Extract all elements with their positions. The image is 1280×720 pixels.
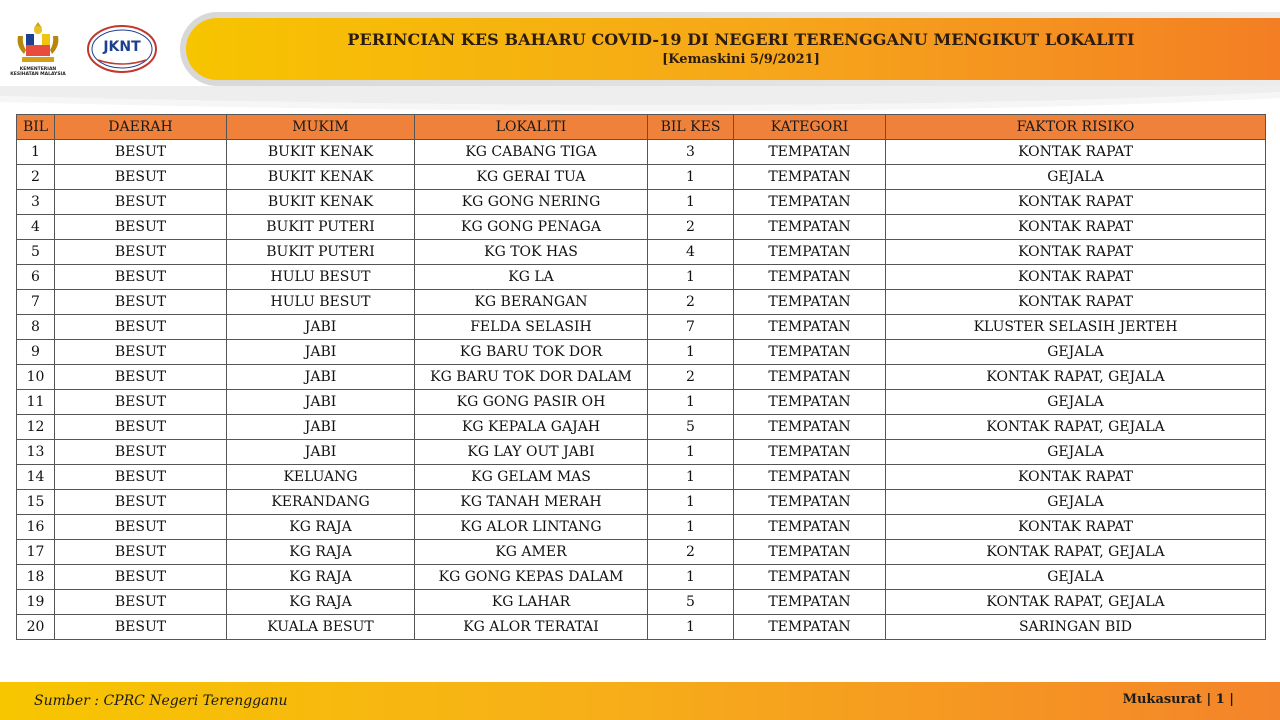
- cell-lokaliti: KG ALOR TERATAI: [415, 615, 648, 640]
- table-row: [17, 440, 1266, 465]
- table-row: [17, 615, 1266, 640]
- cell-faktor-risiko: KONTAK RAPAT: [886, 240, 1266, 265]
- cell-mukim: HULU BESUT: [227, 265, 415, 290]
- cell-faktor-risiko: KONTAK RAPAT: [886, 140, 1266, 165]
- cell-bil-kes: 1: [648, 265, 734, 290]
- column-header: LOKALITI: [415, 115, 648, 140]
- cell-mukim: JABI: [227, 340, 415, 365]
- cell-lokaliti: KG LAHAR: [415, 590, 648, 615]
- cell-mukim: KERANDANG: [227, 490, 415, 515]
- cell-bil: 2: [17, 165, 55, 190]
- cell-bil-kes: 3: [648, 140, 734, 165]
- cell-lokaliti: KG GONG NERING: [415, 190, 648, 215]
- table-row: [17, 140, 1266, 165]
- cell-bil: 17: [17, 540, 55, 565]
- cell-faktor-risiko: KONTAK RAPAT, GEJALA: [886, 590, 1266, 615]
- update-date: [Kemaskini 5/9/2021]: [662, 52, 820, 67]
- cell-kategori: TEMPATAN: [734, 515, 886, 540]
- cell-faktor-risiko: GEJALA: [886, 440, 1266, 465]
- cell-daerah: BESUT: [55, 465, 227, 490]
- cell-faktor-risiko: KLUSTER SELASIH JERTEH: [886, 315, 1266, 340]
- cell-faktor-risiko: GEJALA: [886, 565, 1266, 590]
- page-title: PERINCIAN KES BAHARU COVID-19 DI NEGERI TERENGGANU MENGIKUT LOKALITI: [347, 30, 1135, 49]
- cell-faktor-risiko: KONTAK RAPAT: [886, 465, 1266, 490]
- cell-kategori: TEMPATAN: [734, 190, 886, 215]
- cell-daerah: BESUT: [55, 265, 227, 290]
- cell-kategori: TEMPATAN: [734, 315, 886, 340]
- cell-daerah: BESUT: [55, 590, 227, 615]
- cell-bil-kes: 2: [648, 215, 734, 240]
- cell-faktor-risiko: GEJALA: [886, 340, 1266, 365]
- cell-bil-kes: 1: [648, 490, 734, 515]
- cell-mukim: KG RAJA: [227, 540, 415, 565]
- cell-faktor-risiko: GEJALA: [886, 490, 1266, 515]
- cell-bil: 10: [17, 365, 55, 390]
- column-header: MUKIM: [227, 115, 415, 140]
- cell-lokaliti: KG GERAI TUA: [415, 165, 648, 190]
- cell-faktor-risiko: GEJALA: [886, 390, 1266, 415]
- table-row: [17, 340, 1266, 365]
- cell-lokaliti: KG GONG PENAGA: [415, 215, 648, 240]
- table-row: [17, 465, 1266, 490]
- table-row: [17, 390, 1266, 415]
- cell-bil: 5: [17, 240, 55, 265]
- cell-bil-kes: 7: [648, 315, 734, 340]
- cell-faktor-risiko: KONTAK RAPAT, GEJALA: [886, 415, 1266, 440]
- cell-lokaliti: KG BERANGAN: [415, 290, 648, 315]
- cell-bil: 13: [17, 440, 55, 465]
- cell-kategori: TEMPATAN: [734, 565, 886, 590]
- cell-faktor-risiko: KONTAK RAPAT: [886, 190, 1266, 215]
- moh-caption: KEMENTERIAN KESIHATAN MALAYSIA: [10, 67, 66, 77]
- cell-lokaliti: KG KEPALA GAJAH: [415, 415, 648, 440]
- moh-logo: [10, 20, 66, 84]
- cell-daerah: BESUT: [55, 190, 227, 215]
- cell-daerah: BESUT: [55, 415, 227, 440]
- cell-bil: 15: [17, 490, 55, 515]
- cell-faktor-risiko: KONTAK RAPAT: [886, 290, 1266, 315]
- cell-bil: 1: [17, 140, 55, 165]
- cell-kategori: TEMPATAN: [734, 540, 886, 565]
- cell-bil-kes: 1: [648, 515, 734, 540]
- cell-bil-kes: 1: [648, 190, 734, 215]
- column-header: BIL KES: [648, 115, 734, 140]
- cell-lokaliti: KG GELAM MAS: [415, 465, 648, 490]
- cell-daerah: BESUT: [55, 390, 227, 415]
- cell-bil: 11: [17, 390, 55, 415]
- jkn-emblem-icon: [86, 24, 158, 74]
- table-row: [17, 315, 1266, 340]
- table-row: [17, 590, 1266, 615]
- cell-bil-kes: 1: [648, 465, 734, 490]
- cell-daerah: BESUT: [55, 290, 227, 315]
- cell-mukim: JABI: [227, 315, 415, 340]
- cell-mukim: JABI: [227, 365, 415, 390]
- table-row: [17, 565, 1266, 590]
- column-header: FAKTOR RISIKO: [886, 115, 1266, 140]
- table-row: [17, 540, 1266, 565]
- cell-lokaliti: KG CABANG TIGA: [415, 140, 648, 165]
- cell-kategori: TEMPATAN: [734, 340, 886, 365]
- cell-mukim: KG RAJA: [227, 590, 415, 615]
- cell-kategori: TEMPATAN: [734, 415, 886, 440]
- cell-kategori: TEMPATAN: [734, 615, 886, 640]
- cell-bil: 20: [17, 615, 55, 640]
- cell-bil: 18: [17, 565, 55, 590]
- cell-faktor-risiko: KONTAK RAPAT, GEJALA: [886, 540, 1266, 565]
- cell-mukim: BUKIT KENAK: [227, 140, 415, 165]
- cell-faktor-risiko: SARINGAN BID: [886, 615, 1266, 640]
- cell-faktor-risiko: GEJALA: [886, 165, 1266, 190]
- cell-bil: 12: [17, 415, 55, 440]
- cell-bil: 8: [17, 315, 55, 340]
- cell-bil-kes: 2: [648, 290, 734, 315]
- cell-bil-kes: 4: [648, 240, 734, 265]
- table-header-row: [17, 115, 1266, 140]
- table-row: [17, 240, 1266, 265]
- cell-daerah: BESUT: [55, 215, 227, 240]
- cell-lokaliti: KG GONG KEPAS DALAM: [415, 565, 648, 590]
- cell-lokaliti: KG ALOR LINTANG: [415, 515, 648, 540]
- cell-bil: 6: [17, 265, 55, 290]
- cell-lokaliti: KG GONG PASIR OH: [415, 390, 648, 415]
- cell-kategori: TEMPATAN: [734, 265, 886, 290]
- table-row: [17, 365, 1266, 390]
- cell-daerah: BESUT: [55, 615, 227, 640]
- column-header: BIL: [17, 115, 55, 140]
- table-row: [17, 190, 1266, 215]
- cell-kategori: TEMPATAN: [734, 290, 886, 315]
- cell-faktor-risiko: KONTAK RAPAT: [886, 515, 1266, 540]
- cell-mukim: JABI: [227, 440, 415, 465]
- cell-mukim: KG RAJA: [227, 515, 415, 540]
- cell-bil-kes: 1: [648, 440, 734, 465]
- cell-bil: 19: [17, 590, 55, 615]
- cell-faktor-risiko: KONTAK RAPAT, GEJALA: [886, 365, 1266, 390]
- cell-bil: 14: [17, 465, 55, 490]
- table-row: [17, 415, 1266, 440]
- cell-lokaliti: KG BARU TOK DOR DALAM: [415, 365, 648, 390]
- cell-mukim: BUKIT KENAK: [227, 190, 415, 215]
- cell-kategori: TEMPATAN: [734, 140, 886, 165]
- cell-lokaliti: KG AMER: [415, 540, 648, 565]
- cell-kategori: TEMPATAN: [734, 440, 886, 465]
- coat-of-arms-icon: [14, 20, 62, 66]
- cell-kategori: TEMPATAN: [734, 390, 886, 415]
- table-row: [17, 490, 1266, 515]
- jkn-logo: [86, 24, 158, 74]
- cell-daerah: BESUT: [55, 340, 227, 365]
- table-row: [17, 265, 1266, 290]
- cell-lokaliti: FELDA SELASIH: [415, 315, 648, 340]
- title-banner: [186, 18, 1280, 80]
- cell-mukim: BUKIT PUTERI: [227, 240, 415, 265]
- cell-lokaliti: KG LAY OUT JABI: [415, 440, 648, 465]
- jkn-text: JKNT: [103, 39, 141, 55]
- cell-bil: 9: [17, 340, 55, 365]
- column-header: KATEGORI: [734, 115, 886, 140]
- table-row: [17, 165, 1266, 190]
- cell-daerah: BESUT: [55, 365, 227, 390]
- cell-bil-kes: 2: [648, 365, 734, 390]
- cell-bil-kes: 1: [648, 340, 734, 365]
- cell-bil: 16: [17, 515, 55, 540]
- cell-daerah: BESUT: [55, 565, 227, 590]
- cell-mukim: JABI: [227, 415, 415, 440]
- cell-kategori: TEMPATAN: [734, 165, 886, 190]
- page-number: Mukasurat | 1 |: [1122, 692, 1234, 707]
- cell-kategori: TEMPATAN: [734, 465, 886, 490]
- cell-daerah: BESUT: [55, 490, 227, 515]
- cell-lokaliti: KG LA: [415, 265, 648, 290]
- cell-mukim: KG RAJA: [227, 565, 415, 590]
- table-row: [17, 515, 1266, 540]
- source-note: Sumber : CPRC Negeri Terengganu: [34, 693, 288, 709]
- cell-kategori: TEMPATAN: [734, 215, 886, 240]
- cell-daerah: BESUT: [55, 540, 227, 565]
- cases-table: [16, 114, 1266, 640]
- cell-daerah: BESUT: [55, 440, 227, 465]
- cell-bil-kes: 5: [648, 590, 734, 615]
- cell-kategori: TEMPATAN: [734, 365, 886, 390]
- cell-faktor-risiko: KONTAK RAPAT: [886, 265, 1266, 290]
- cell-faktor-risiko: KONTAK RAPAT: [886, 215, 1266, 240]
- cell-bil-kes: 5: [648, 415, 734, 440]
- cell-kategori: TEMPATAN: [734, 590, 886, 615]
- cell-bil-kes: 2: [648, 540, 734, 565]
- cell-mukim: HULU BESUT: [227, 290, 415, 315]
- cell-daerah: BESUT: [55, 240, 227, 265]
- cell-lokaliti: KG TANAH MERAH: [415, 490, 648, 515]
- cell-kategori: TEMPATAN: [734, 490, 886, 515]
- cell-bil-kes: 1: [648, 390, 734, 415]
- cell-lokaliti: KG BARU TOK DOR: [415, 340, 648, 365]
- cell-bil: 4: [17, 215, 55, 240]
- cell-mukim: BUKIT KENAK: [227, 165, 415, 190]
- cell-bil-kes: 1: [648, 165, 734, 190]
- cell-lokaliti: KG TOK HAS: [415, 240, 648, 265]
- table-row: [17, 290, 1266, 315]
- column-header: DAERAH: [55, 115, 227, 140]
- cell-mukim: KUALA BESUT: [227, 615, 415, 640]
- table-row: [17, 215, 1266, 240]
- cell-bil-kes: 1: [648, 615, 734, 640]
- cell-daerah: BESUT: [55, 315, 227, 340]
- cell-bil: 3: [17, 190, 55, 215]
- cell-kategori: TEMPATAN: [734, 240, 886, 265]
- cell-mukim: JABI: [227, 390, 415, 415]
- cell-daerah: BESUT: [55, 165, 227, 190]
- cell-daerah: BESUT: [55, 515, 227, 540]
- cell-mukim: KELUANG: [227, 465, 415, 490]
- cell-bil: 7: [17, 290, 55, 315]
- table-body: [17, 140, 1266, 640]
- cell-daerah: BESUT: [55, 140, 227, 165]
- cell-mukim: BUKIT PUTERI: [227, 215, 415, 240]
- cell-bil-kes: 1: [648, 565, 734, 590]
